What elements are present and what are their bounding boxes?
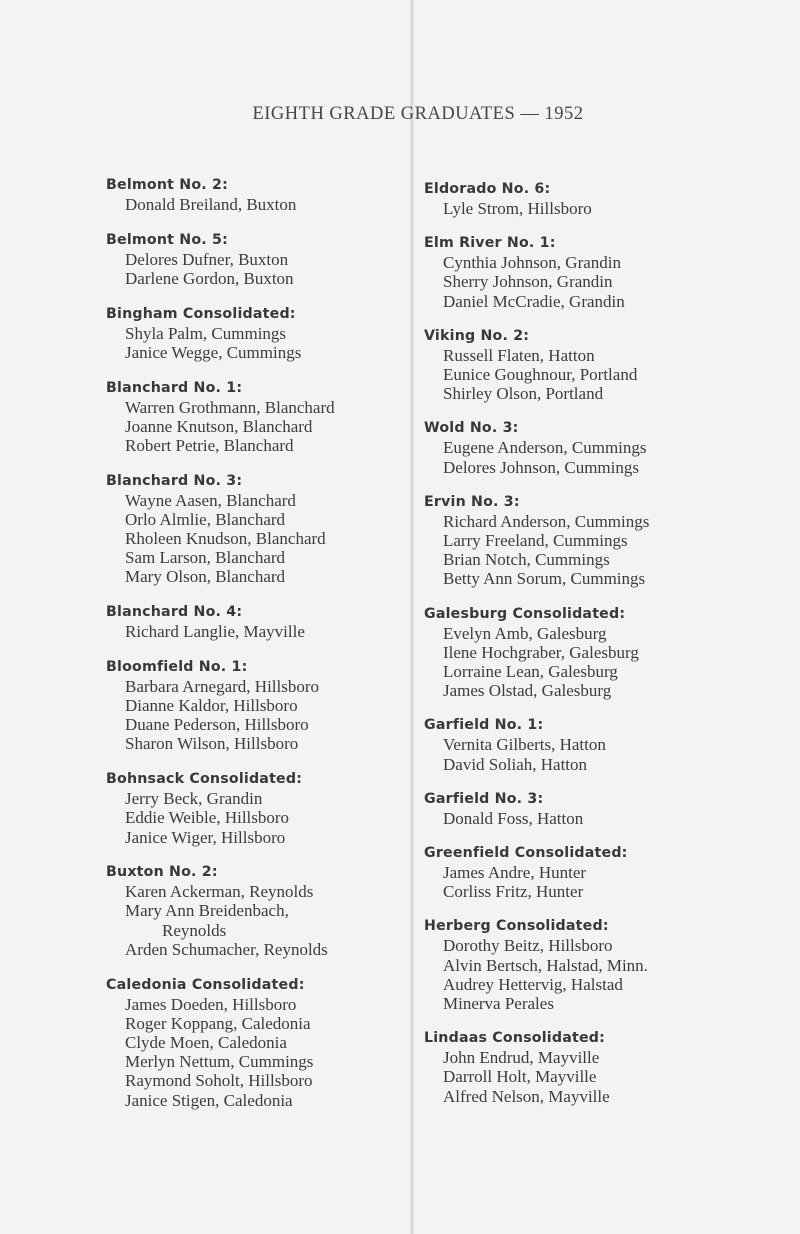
school-name: Belmont No. 5: — [106, 231, 228, 248]
graduate-entry: Donald Foss, Hatton — [443, 808, 584, 828]
graduate-entry: Vernita Gilberts, Hatton — [443, 735, 606, 755]
school-section — [424, 1029, 794, 1106]
school-section — [424, 917, 794, 1013]
graduate-entry: Barbara Arnegard, Hillsboro — [125, 676, 320, 696]
graduate-entry: Janice Stigen, Caledonia — [125, 1090, 293, 1110]
school-section — [106, 379, 406, 456]
school-section — [424, 327, 794, 404]
graduate-entry: Larry Freeland, Cummings — [443, 531, 628, 551]
school-name: Bingham Consolidated: — [106, 305, 296, 322]
graduate-entry: Lyle Strom, Hillsboro — [443, 199, 592, 218]
school-section — [424, 493, 794, 589]
graduate-entry: David Soliah, Hatton — [443, 754, 588, 774]
graduate-entry-continued: Reynolds — [162, 920, 227, 940]
graduate-entry: James Olstad, Galesburg — [443, 681, 612, 701]
school-name: Greenfield Consolidated: — [424, 845, 628, 862]
graduate-entry: Karen Ackerman, Reynolds — [125, 882, 314, 902]
graduate-entry: Janice Wegge, Cummings — [125, 342, 302, 362]
graduate-entry: Delores Johnson, Cummings — [443, 457, 639, 477]
graduate-entry: Clyde Moen, Caledonia — [125, 1032, 287, 1052]
graduate-entry: Minerva Perales — [443, 994, 554, 1014]
school-section — [424, 790, 794, 828]
graduate-entry: Merlyn Nettum, Cummings — [125, 1052, 314, 1072]
graduate-entry: Dorothy Beitz, Hillsboro — [443, 936, 613, 956]
graduate-entry: Evelyn Amb, Galesburg — [443, 623, 607, 643]
graduate-entry: Mary Olson, Blanchard — [125, 567, 286, 587]
graduate-entry: Daniel McCradie, Grandin — [443, 291, 625, 311]
graduate-entry: Sharon Wilson, Hillsboro — [125, 734, 299, 754]
school-name: Buxton No. 2: — [106, 864, 218, 881]
graduate-entry: Duane Pederson, Hillsboro — [125, 715, 309, 735]
graduate-entry: James Doeden, Hillsboro — [125, 994, 297, 1014]
school-name: Blanchard No. 3: — [106, 472, 243, 489]
school-section — [106, 472, 406, 587]
school-section — [106, 176, 406, 214]
graduate-entry: Darlene Gordon, Buxton — [125, 268, 294, 288]
school-name: Blanchard No. 4: — [106, 604, 243, 621]
page-fold — [410, 0, 414, 1234]
school-name: Ervin No. 3: — [424, 493, 520, 510]
graduate-entry: Dianne Kaldor, Hillsboro — [125, 696, 298, 716]
graduate-entry: Sherry Johnson, Grandin — [443, 272, 613, 292]
graduate-entry: Shyla Palm, Cummings — [125, 323, 287, 343]
right-column — [424, 180, 794, 1122]
graduate-entry: Betty Ann Sorum, Cummings — [443, 569, 646, 589]
graduate-entry: John Endrud, Mayville — [443, 1048, 600, 1068]
graduate-entry: Raymond Soholt, Hillsboro — [125, 1071, 313, 1091]
graduate-entry: Rholeen Knudson, Blanchard — [125, 529, 326, 549]
school-name: Garfield No. 3: — [424, 790, 544, 807]
graduate-entry: Delores Dufner, Buxton — [125, 249, 289, 269]
school-name: Bohnsack Consolidated: — [106, 771, 303, 788]
graduate-entry: Corliss Fritz, Hunter — [443, 882, 584, 902]
graduate-entry: Robert Petrie, Blanchard — [125, 435, 294, 455]
graduate-entry: Roger Koppang, Caledonia — [125, 1013, 311, 1033]
school-name: Caledonia Consolidated: — [106, 976, 305, 993]
school-name: Wold No. 3: — [424, 420, 519, 437]
school-section — [106, 658, 406, 754]
graduate-entry: Audrey Hettervig, Halstad — [443, 974, 623, 994]
school-section — [106, 770, 406, 847]
school-name: Elm River No. 1: — [424, 235, 556, 252]
graduate-entry: Arden Schumacher, Reynolds — [125, 939, 328, 959]
graduate-entry: Shirley Olson, Portland — [443, 384, 604, 404]
graduate-entry: Alvin Bertsch, Halstad, Minn. — [443, 955, 648, 975]
graduate-entry: Donald Breiland, Buxton — [125, 195, 297, 214]
school-section — [424, 716, 794, 773]
school-section — [106, 603, 406, 641]
graduate-entry: Mary Ann Breidenbach, — [125, 901, 289, 921]
graduate-entry: Sam Larson, Blanchard — [125, 548, 286, 568]
school-name: Eldorado No. 6: — [424, 181, 551, 197]
graduate-entry: Cynthia Johnson, Grandin — [443, 253, 622, 273]
graduate-entry: Eugene Anderson, Cummings — [443, 438, 647, 458]
school-section — [106, 863, 406, 959]
school-section — [424, 180, 794, 218]
graduate-entry: Jerry Beck, Grandin — [125, 789, 263, 809]
graduate-entry: Richard Anderson, Cummings — [443, 511, 650, 531]
school-name: Bloomfield No. 1: — [106, 658, 248, 675]
graduate-entry: Eddie Weible, Hillsboro — [125, 808, 290, 828]
left-column — [106, 176, 406, 1126]
graduate-entry: Richard Langlie, Mayville — [125, 622, 305, 642]
school-name: Garfield No. 1: — [424, 717, 544, 734]
page-title: EIGHTH GRADE GRADUATES — 1952 — [252, 104, 584, 124]
graduate-entry: Janice Wiger, Hillsboro — [125, 827, 286, 847]
school-name: Viking No. 2: — [424, 327, 530, 344]
school-name: Lindaas Consolidated: — [424, 1030, 606, 1047]
graduate-entry: Darroll Holt, Mayville — [443, 1067, 597, 1087]
graduate-entry: Ilene Hochgraber, Galesburg — [443, 642, 639, 662]
school-section — [424, 419, 794, 476]
graduate-entry: Orlo Almlie, Blanchard — [125, 509, 286, 529]
graduate-entry: Warren Grothmann, Blanchard — [125, 397, 335, 417]
school-section — [106, 976, 406, 1110]
graduate-entry: Alfred Nelson, Mayville — [443, 1086, 610, 1106]
graduate-entry: Brian Notch, Cummings — [443, 550, 610, 570]
school-section — [424, 234, 794, 311]
school-name: Blanchard No. 1: — [106, 379, 243, 396]
school-section — [106, 305, 406, 362]
school-name: Belmont No. 2: — [106, 177, 228, 193]
school-section — [424, 844, 794, 901]
graduate-entry: Joanne Knutson, Blanchard — [125, 416, 313, 436]
graduate-entry: Russell Flaten, Hatton — [443, 345, 595, 365]
school-section — [106, 231, 406, 288]
graduate-entry: Eunice Goughnour, Portland — [443, 365, 638, 385]
school-name: Galesburg Consolidated: — [424, 605, 626, 622]
graduate-entry: Wayne Aasen, Blanchard — [125, 490, 296, 510]
school-section — [424, 605, 794, 701]
school-name: Herberg Consolidated: — [424, 918, 609, 935]
graduate-entry: James Andre, Hunter — [443, 863, 587, 883]
graduate-entry: Lorraine Lean, Galesburg — [443, 662, 618, 682]
